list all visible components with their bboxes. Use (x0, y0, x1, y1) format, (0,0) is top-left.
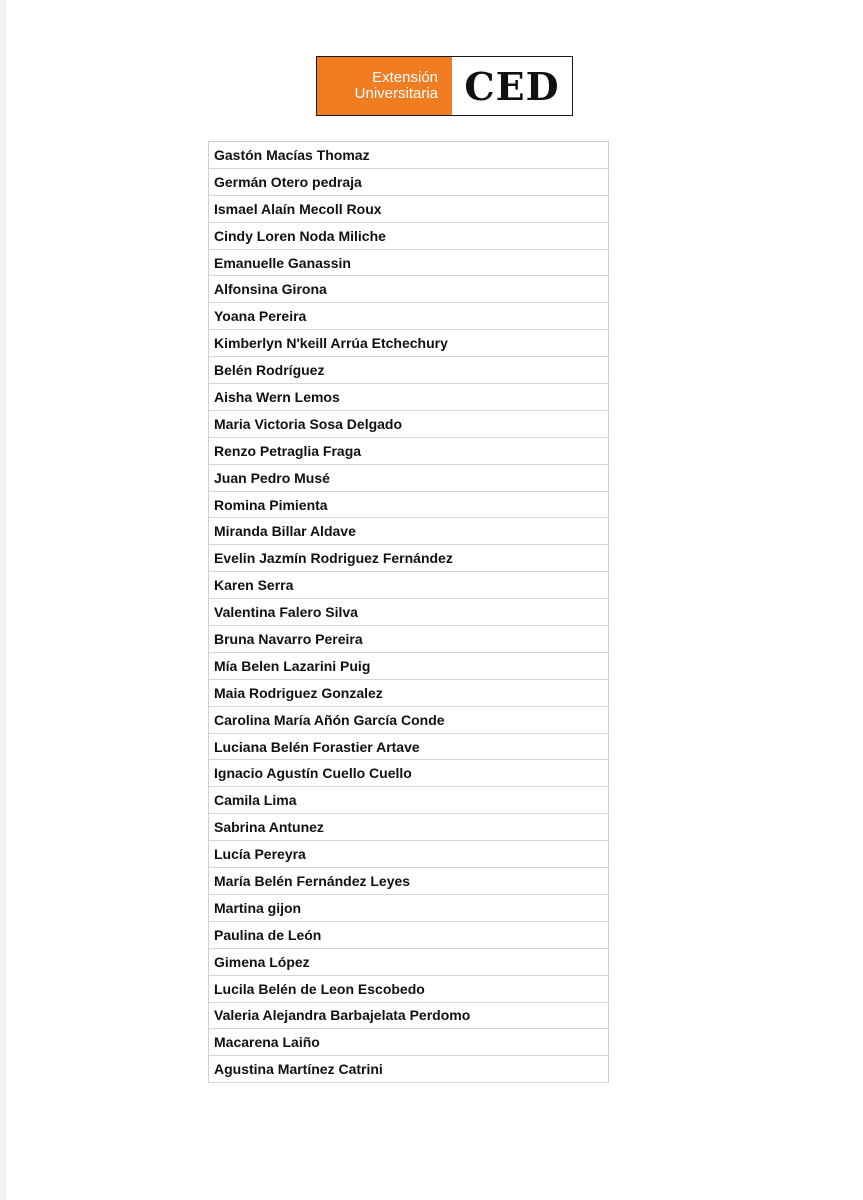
name-cell: Maria Victoria Sosa Delgado (209, 410, 609, 437)
table-row (209, 706, 609, 733)
table-row (209, 894, 609, 921)
name-cell: Alfonsina Girona (209, 276, 609, 303)
name-cell: Gastón Macías Thomaz (209, 142, 609, 169)
table-row (209, 384, 609, 411)
name-cell: Lucía Pereyra (209, 841, 609, 868)
name-cell: Bruna Navarro Pereira (209, 626, 609, 653)
name-cell: Macarena Laiño (209, 1029, 609, 1056)
name-cell: Paulina de León (209, 921, 609, 948)
ced-logo (316, 56, 573, 116)
table-row (209, 975, 609, 1002)
table-row (209, 841, 609, 868)
table-row (209, 545, 609, 572)
table-row (209, 626, 609, 653)
name-cell: Ignacio Agustín Cuello Cuello (209, 760, 609, 787)
names-table (208, 141, 609, 1083)
table-row (209, 330, 609, 357)
table-row (209, 195, 609, 222)
name-cell: Yoana Pereira (209, 303, 609, 330)
table-row (209, 491, 609, 518)
table-row (209, 921, 609, 948)
name-cell: Lucila Belén de Leon Escobedo (209, 975, 609, 1002)
table-row (209, 679, 609, 706)
logo-line-1: Extensión (372, 69, 438, 86)
table-row (209, 437, 609, 464)
table-row (209, 222, 609, 249)
table-row (209, 572, 609, 599)
document-page (6, 0, 863, 1200)
name-cell: Carolina María Añón García Conde (209, 706, 609, 733)
logo-orange-panel (317, 57, 452, 115)
table-row (209, 357, 609, 384)
table-row (209, 787, 609, 814)
table-row (209, 814, 609, 841)
table-row (209, 760, 609, 787)
name-cell: Germán Otero pedraja (209, 168, 609, 195)
name-cell: Romina Pimienta (209, 491, 609, 518)
table-row (209, 868, 609, 895)
name-cell: Emanuelle Ganassin (209, 249, 609, 276)
names-table-body (209, 142, 609, 1083)
name-cell: Cindy Loren Noda Miliche (209, 222, 609, 249)
logo-line-2: Universitaria (354, 85, 438, 102)
name-cell: Juan Pedro Musé (209, 464, 609, 491)
name-cell: Luciana Belén Forastier Artave (209, 733, 609, 760)
name-cell: María Belén Fernández Leyes (209, 868, 609, 895)
name-cell: Karen Serra (209, 572, 609, 599)
name-cell: Kimberlyn N'keill Arrúa Etchechury (209, 330, 609, 357)
table-row (209, 276, 609, 303)
table-row (209, 410, 609, 437)
name-cell: Aisha Wern Lemos (209, 384, 609, 411)
table-row (209, 948, 609, 975)
name-cell: Belén Rodríguez (209, 357, 609, 384)
table-row (209, 599, 609, 626)
name-cell: Camila Lima (209, 787, 609, 814)
table-row (209, 518, 609, 545)
name-cell: Maia Rodriguez Gonzalez (209, 679, 609, 706)
name-cell: Ismael Alaín Mecoll Roux (209, 195, 609, 222)
table-row (209, 303, 609, 330)
table-row (209, 464, 609, 491)
table-row (209, 1056, 609, 1083)
name-cell: Valeria Alejandra Barbajelata Perdomo (209, 1002, 609, 1029)
name-cell: Miranda Billar Aldave (209, 518, 609, 545)
table-row (209, 1002, 609, 1029)
table-row (209, 168, 609, 195)
table-row (209, 249, 609, 276)
name-cell: Renzo Petraglia Fraga (209, 437, 609, 464)
table-row (209, 652, 609, 679)
name-cell: Martina gijon (209, 894, 609, 921)
table-row (209, 142, 609, 169)
name-cell: Valentina Falero Silva (209, 599, 609, 626)
logo-brand: CED (464, 63, 560, 109)
name-cell: Agustina Martínez Catrini (209, 1056, 609, 1083)
name-cell: Sabrina Antunez (209, 814, 609, 841)
table-row (209, 733, 609, 760)
name-cell: Mía Belen Lazarini Puig (209, 652, 609, 679)
name-cell: Gimena López (209, 948, 609, 975)
table-row (209, 1029, 609, 1056)
name-cell: Evelin Jazmín Rodriguez Fernández (209, 545, 609, 572)
